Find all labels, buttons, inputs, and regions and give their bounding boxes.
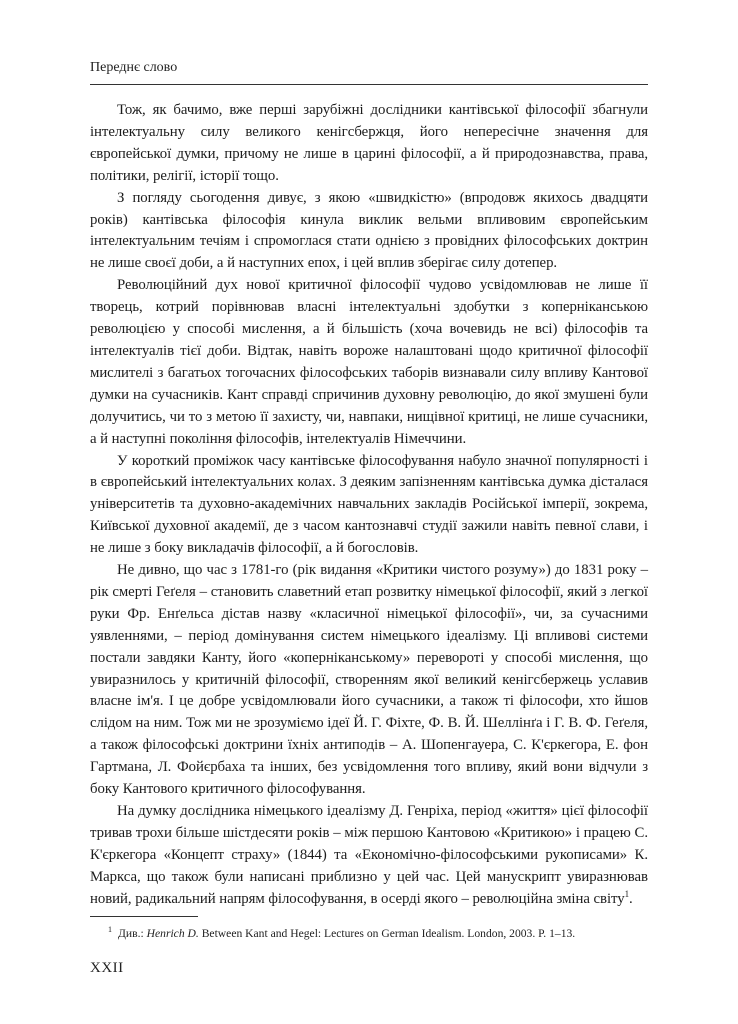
paragraph: Тож, як бачимо, вже перші зарубіжні дослідники кантівської філософії збагнули інтелектуальну силу великого кенігсбержця, його непересічне значення для європейської думки, причому не лише в царині філософії, а й природознавства, права, політики, релігії, історії тощо. — [90, 102, 648, 184]
paragraph: З погляду сьогодення дивує, з якою «швидкістю» (впродовж якихось двадцяти років) кантівська філософія кинула виклик вельми впливовим європейським інтелектуальним течіям і спромоглася стати однією з провідних філософських доктрин не лише своєї доби, а й наступних епох, і цей вплив зберігає силу дотепер. — [90, 189, 648, 272]
header-rule — [90, 84, 648, 85]
body-text — [90, 100, 648, 911]
paragraph: Революційний дух нової критичної філософії чудово усвідомлював не лише її творець, котрий порівнював власні інтелектуальні здобутки з коперніканською революцією у способі мислення, а й більшість (хоча вочевидь не всі) філософів та інтелектуалів тієї доби. Відтак, навіть вороже налаштовані щодо критичної філософії мислителі з багатьох тогочасних філософських таборів визнавали силу впливу Кантової думки на сучасників. Кант справді спричинив духовну революцію, до якої змушені були долучитись, чи то з метою її захисту, чи, навпаки, нищівної критиці, не лише сучасники, а й наступні покоління філософів, інтелектуалів Німеччини. — [90, 277, 648, 447]
footnote-author: Henrich D. — [146, 926, 199, 940]
paragraph: У короткий проміжок часу кантівське філософування набуло значної популярності і в європейський інтелектуальних колах. З деяким запізненням кантівська думка дісталася університетів та духовно-академічних навчальних закладів Російської імперії, зокрема, Київської духовної академії, де з часом кантознавчі студії зажили навіть певної слави, і не лише з боку викладачів філософії, а й богословів. — [90, 452, 648, 557]
page-number: XXII — [90, 960, 124, 976]
footnote-marker: 1 — [624, 888, 630, 899]
paragraph: Не дивно, що час з 1781-го (рік видання «Критики чистого розуму») до 1831 року – рік смерті Геґеля – становить славетний етап розвитку німецької філософії, який з легкої руки Фр. Енґельса дістав назву «класичної німецької філософії», чи, за сучасними уявленнями, – період домінування систем німецького ідеалізму. Ці впливові системи постали завдяки Канту, його «коперніканському» перевороті у способі мислення, що увиразнилось у критичній філософії, створенням якої великий кенігсбержець уславив власне ім'я. І це добре усвідомлювали його сучасники, а також ті філософи, хто йшов слідом на ним. Тож ми не зрозуміємо ідеї Й. Г. Фіхте, Ф. В. Й. Шеллінґа і Г. В. Ф. Геґеля, а також філософські доктрини їхніх антиподів – А. Шопенгауера, С. К'єркегора, Е. фон Гартмана, Л. Фойєрбаха та інших, без усвідомлення того впливу, який вони відчули з боку Кантового критичного філософування. — [90, 562, 648, 798]
footnote-text: Between Kant and Hegel: Lectures on German Idealism. London, 2003. P. 1–13. — [201, 926, 576, 940]
paragraph-text: На думку дослідника німецького ідеалізму Д. Генріха, період «життя» цієї філософії тривав трохи більше шістдесяти років – між першою Кантовою «Критикою» і працею С. К'єркегора «Концепт страху» (1844) та «Економічно-філософськими рукописами» К. Маркса, що також були написані приблизно у цей час. Цей манускрипт увиразнював новий, радикальний напрям філософування, в осерді якого – революційна зміна світу — [90, 803, 648, 907]
paragraph-last: На думку дослідника німецького ідеалізму Д. Генріха, період «життя» цієї філософії тривав трохи більше шістдесяти років – між першою Кантовою «Критикою» і працею С. К'єркегора «Концепт страху» (1844) та «Економічно-філософськими рукописами» К. Маркса, що також були написані приблизно у цей час. Цей манускрипт увиразнював новий, радикальний напрям філософування, в осерді якого – революційна зміна світу$^1$. — [90, 803, 648, 907]
running-head: Переднє слово — [90, 60, 178, 75]
footnote — [108, 922, 648, 941]
footnote-number: 1 — [108, 925, 112, 934]
footnote-prefix: Див.: — [118, 926, 144, 940]
footnote-rule — [90, 916, 198, 917]
